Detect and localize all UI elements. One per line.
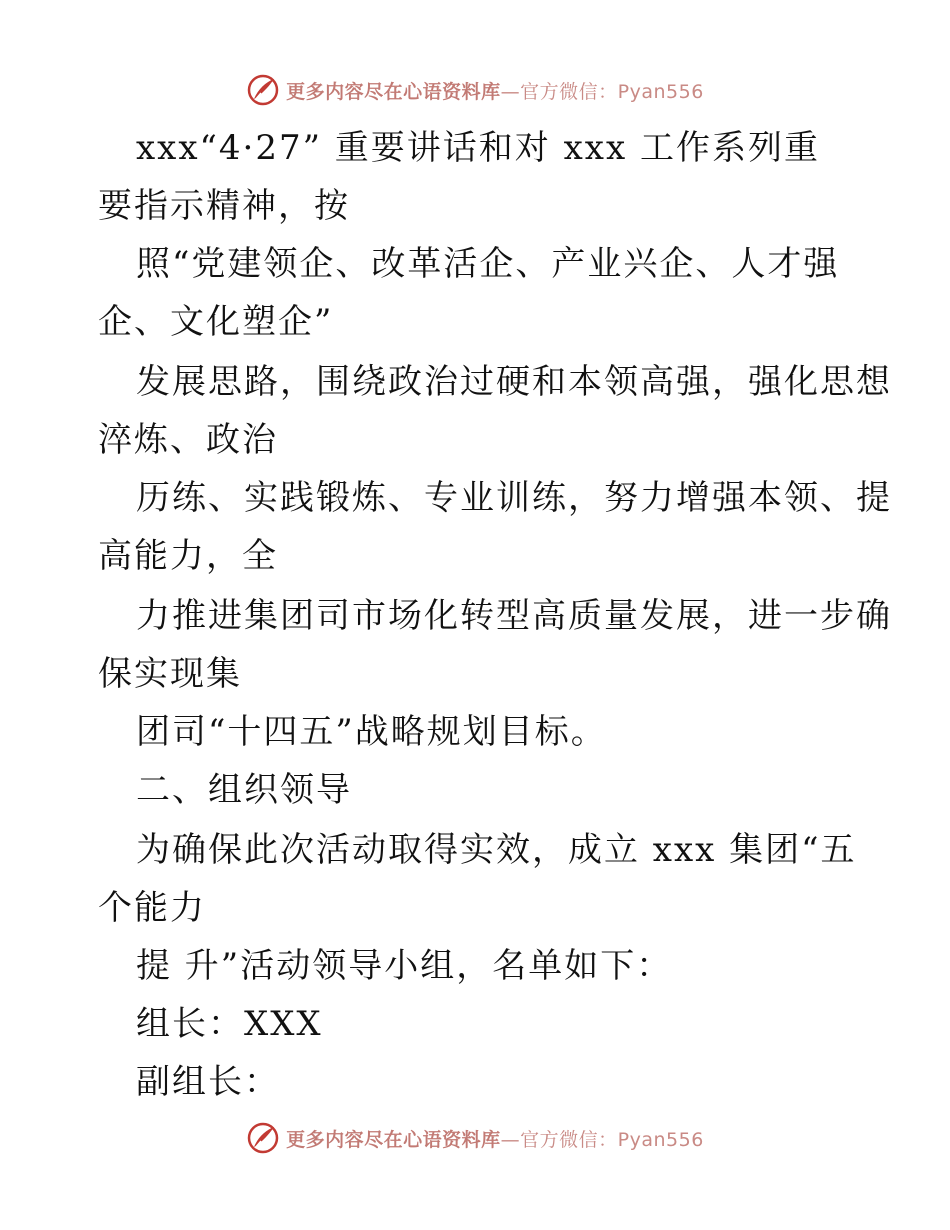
body-line: 个能力 bbox=[98, 888, 206, 928]
watermark-main-text: 更多内容尽在心语资料库 bbox=[286, 80, 501, 103]
body-line: 淬炼、政治 bbox=[98, 420, 278, 460]
body-line: 团司“十四五”战略规划目标。 bbox=[136, 712, 607, 752]
body-line: 力推进集团司市场化转型高质量发展，进一步确 bbox=[136, 596, 892, 636]
body-line: 副组长： bbox=[136, 1062, 280, 1102]
body-line: 要指示精神，按 bbox=[98, 186, 350, 226]
watermark-banner-bottom bbox=[0, 1118, 950, 1158]
watermark-banner-top bbox=[0, 70, 950, 110]
watermark-tail-text: 官方微信：Pyan556 bbox=[520, 80, 704, 103]
feather-quill-logo-icon bbox=[246, 1121, 280, 1155]
body-line: 企、文化塑企” bbox=[98, 302, 334, 342]
feather-quill-logo-icon bbox=[246, 73, 280, 107]
watermark-separator: — bbox=[500, 80, 521, 103]
watermark-separator: — bbox=[500, 1128, 521, 1151]
body-line: 保实现集 bbox=[98, 654, 242, 694]
body-line: 发展思路，围绕政治过硬和本领高强，强化思想 bbox=[136, 362, 892, 402]
body-line: 为确保此次活动取得实效，成立 xxx 集团“五 bbox=[136, 830, 857, 870]
section-heading: 二、组织领导 bbox=[136, 770, 352, 810]
watermark-text bbox=[286, 1125, 704, 1152]
body-line: 照“党建领企、改革活企、产业兴企、人才强 bbox=[136, 244, 840, 284]
body-line: 高能力，全 bbox=[98, 536, 278, 576]
watermark-tail-text: 官方微信：Pyan556 bbox=[520, 1128, 704, 1151]
watermark-main-text: 更多内容尽在心语资料库 bbox=[286, 1128, 501, 1151]
body-line: 组长：XXX bbox=[136, 1004, 323, 1044]
body-line: xxx“4·27” 重要讲话和对 xxx 工作系列重 bbox=[136, 128, 820, 168]
watermark-text bbox=[286, 77, 704, 104]
body-line: 历练、实践锻炼、专业训练，努力增强本领、提 bbox=[136, 478, 892, 518]
body-line: 提 升”活动领导小组，名单如下： bbox=[136, 946, 673, 986]
